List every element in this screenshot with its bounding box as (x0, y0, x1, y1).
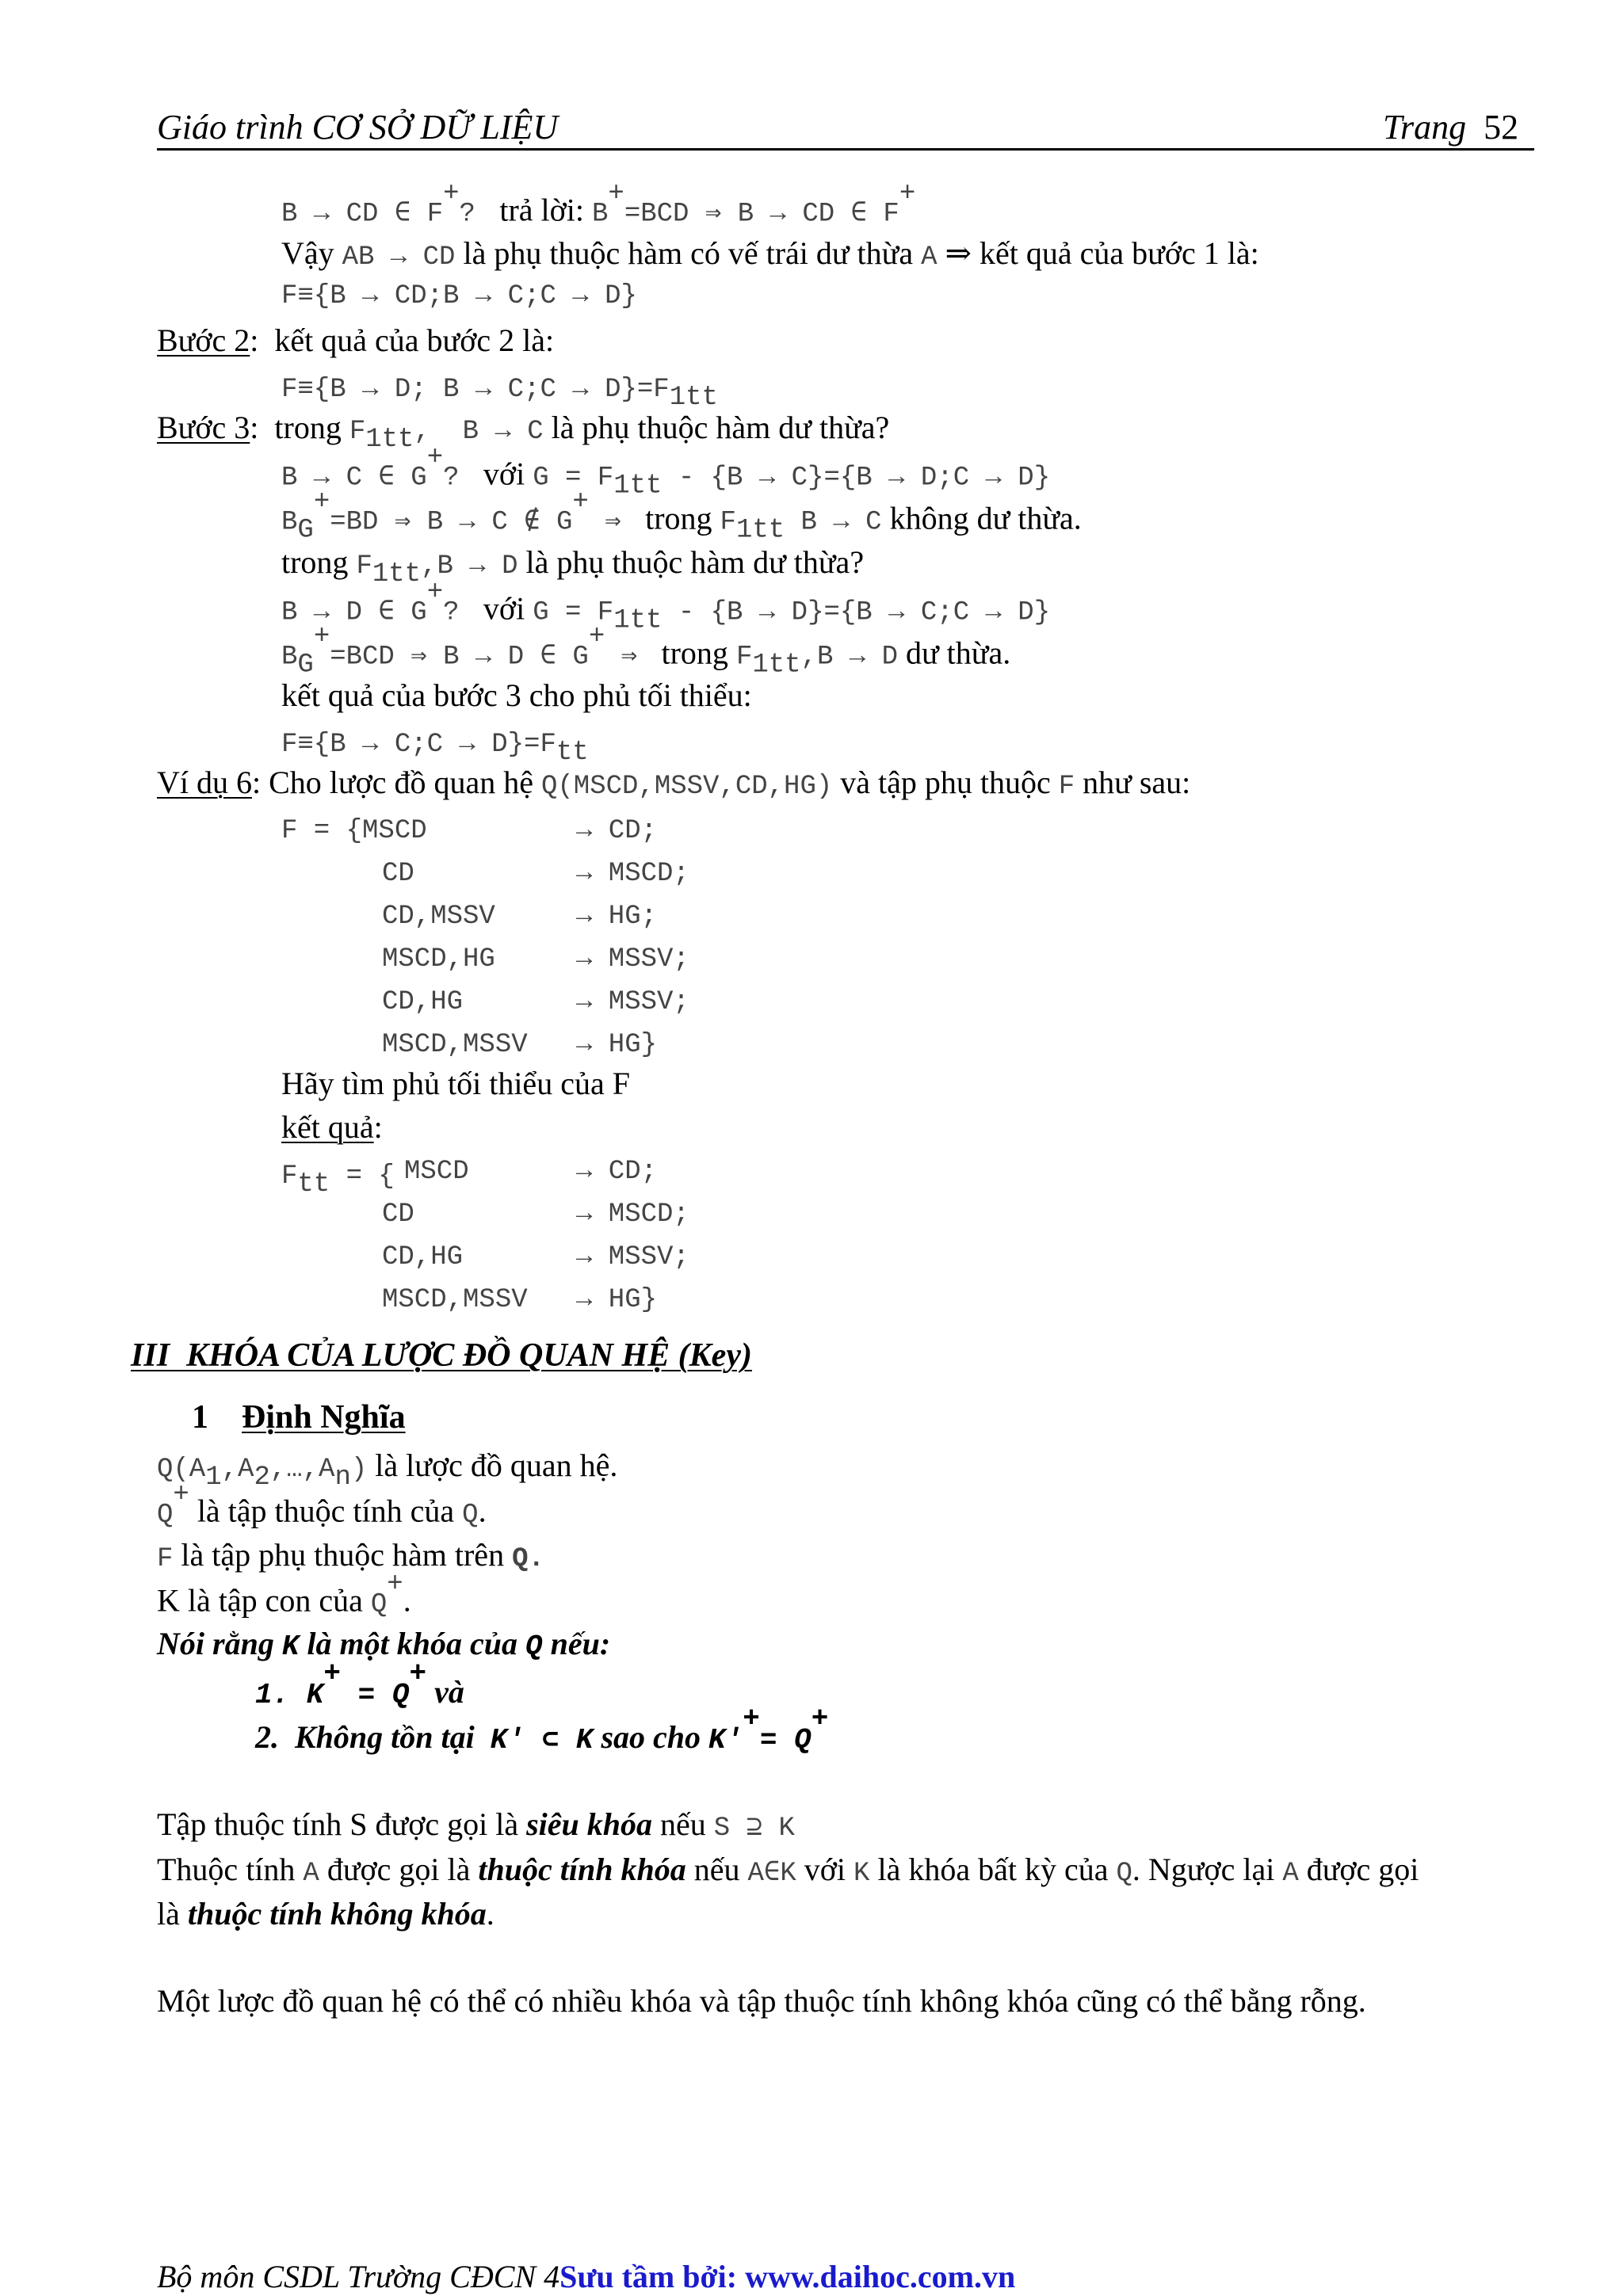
ftt-rhs: → MSSV; (576, 1242, 689, 1272)
key-condition-2: 2. Không tồn tại K' ⊂ K sao cho K'+= Q+ (255, 1703, 829, 1756)
def-key-statement: Nói rằng K là một khóa của Q nếu: (157, 1626, 611, 1663)
def-attributes: Q+ là tập thuộc tính của Q. (157, 1480, 487, 1531)
fd-lhs: CD,HG (382, 987, 464, 1017)
superkey-def: Tập thuộc tính S được gọi là siêu khóa nếu S ⊇ K (157, 1806, 795, 1844)
header-title: Giáo trình CƠ SỞ DỮ LIỆU (157, 108, 559, 147)
step2-heading: Bước 2: kết quả của bước 2 là: (157, 322, 555, 358)
find-cover-text: Hãy tìm phủ tối thiểu của F (281, 1066, 630, 1101)
step3-check-bd: B → D ∈ G+? với $G = F_{1tt} - \{B \to D\}=\{B$ → C;C → D} (281, 578, 1051, 636)
ftt-lhs: CD,HG (382, 1242, 464, 1272)
def-subset: K là tập con của Q+. (157, 1569, 411, 1620)
ftt-lhs: MSCD,MSSV (382, 1285, 528, 1315)
result-heading: kết quả: (281, 1109, 383, 1145)
def-fds: F là tập phụ thuộc hàm trên Q. (157, 1537, 544, 1574)
ftt-lhs: MSCD (404, 1157, 469, 1187)
footer (157, 2258, 1015, 2295)
step3-result: F≡{B → C;C → $D\}=F_{tt}$ (281, 730, 589, 769)
fd-rhs: → HG; (576, 902, 658, 932)
section-3-title: III KHÓA CỦA LƯỢC ĐỒ QUAN HỆ (Key) (131, 1337, 752, 1374)
definition-heading: 1 Định Nghĩa (192, 1399, 406, 1436)
step1-conclusion: Vậy AB → CD là phụ thuộc hàm có vế trái dư thừa A ⇒ kết quả của bước 1 là: (281, 235, 1259, 273)
step3-closure-bd: $B_G^+=BD$ ⇒ B → C ∉ G+ ⇒ trong $F_{1tt}$ B → C không dư thừa. (281, 487, 1082, 546)
fd-rhs: → CD; (576, 816, 658, 846)
step3-heading: Bước 3: trong $F_{1tt}$, B → C là phụ thuộc hàm dư thừa? (157, 410, 890, 456)
ftt-rhs: → HG} (576, 1285, 658, 1315)
fd-rhs: → MSCD; (576, 859, 689, 889)
ftt-prefix: $F_{tt}$ = { (281, 1161, 395, 1200)
ftt-rhs: → MSCD; (576, 1199, 689, 1230)
fd-rhs: → MSSV; (576, 987, 689, 1017)
key-condition-1: 1. K+ = Q+ và (255, 1657, 464, 1711)
ftt-lhs: CD (382, 1199, 414, 1230)
page-number: 52 (1484, 108, 1519, 147)
key-attribute-def: Thuộc tính A được gọi là thuộc tính khóa nếu A∈K với K là khóa bất kỳ của Q. Ngược lại A được gọi (157, 1852, 1419, 1889)
ftt-rhs: → CD; (576, 1157, 658, 1187)
step2-result: F≡{B → D; B → C;C → $D\}=F_{1tt}$ (281, 375, 718, 414)
fd-lhs: F = {MSCD (281, 816, 427, 846)
fd-lhs: MSCD,MSSV (382, 1030, 528, 1060)
page-label: Trang (1383, 108, 1467, 147)
fd-lhs: MSCD,HG (382, 944, 495, 974)
header-page (1383, 107, 1518, 147)
fd-rhs: → MSSV; (576, 944, 689, 974)
fd-lhs: CD (382, 859, 414, 889)
step3-question-bd: trong $F_{1tt},B \to D$ là phụ thuộc hàm dư thừa? (281, 544, 865, 590)
fd-rhs: → HG} (576, 1030, 658, 1060)
step3-check-bc: B → C ∈ G+? với $G = F_{1tt} - \{B \to C\}=\{B$ → D;C → D} (281, 443, 1051, 502)
step1-result: F≡{B → CD;B → C;C → D} (281, 281, 637, 311)
step3-closure-bcd: $B_G^+=BCD$ ⇒ B → D ∈ G+ ⇒ trong $F_{1tt},B \to D$ dư thừa. (281, 622, 1011, 681)
fd-lhs: CD,MSSV (382, 902, 495, 932)
def-schema: $Q(A_1,A_2,\dots,A_n)$ là lược đồ quan hệ. (157, 1447, 618, 1493)
step1-check-line: B → CD ∈ F+? trả lời: B+=BCD ⇒ B → CD ∈ F+ (281, 179, 916, 230)
step3-result-text: kết quả của bước 3 cho phủ tối thiểu: (281, 677, 752, 713)
closing-remark: Một lược đồ quan hệ có thể có nhiều khóa và tập thuộc tính không khóa cũng có thể bằng rỗng. (157, 1983, 1366, 2019)
footer-credit: Sưu tầm bởi: www.daihoc.com.vn (559, 2259, 1016, 2294)
header-rule (157, 148, 1534, 151)
nonkey-attribute-def: là thuộc tính không khóa. (157, 1896, 495, 1932)
example6-heading: Ví dụ 6: Cho lược đồ quan hệ Q(MSCD,MSSV,CD,HG) và tập phụ thuộc F như sau: (157, 765, 1191, 802)
footer-dept: Bộ môn CSDL Trường CĐCN 4 (157, 2259, 560, 2294)
